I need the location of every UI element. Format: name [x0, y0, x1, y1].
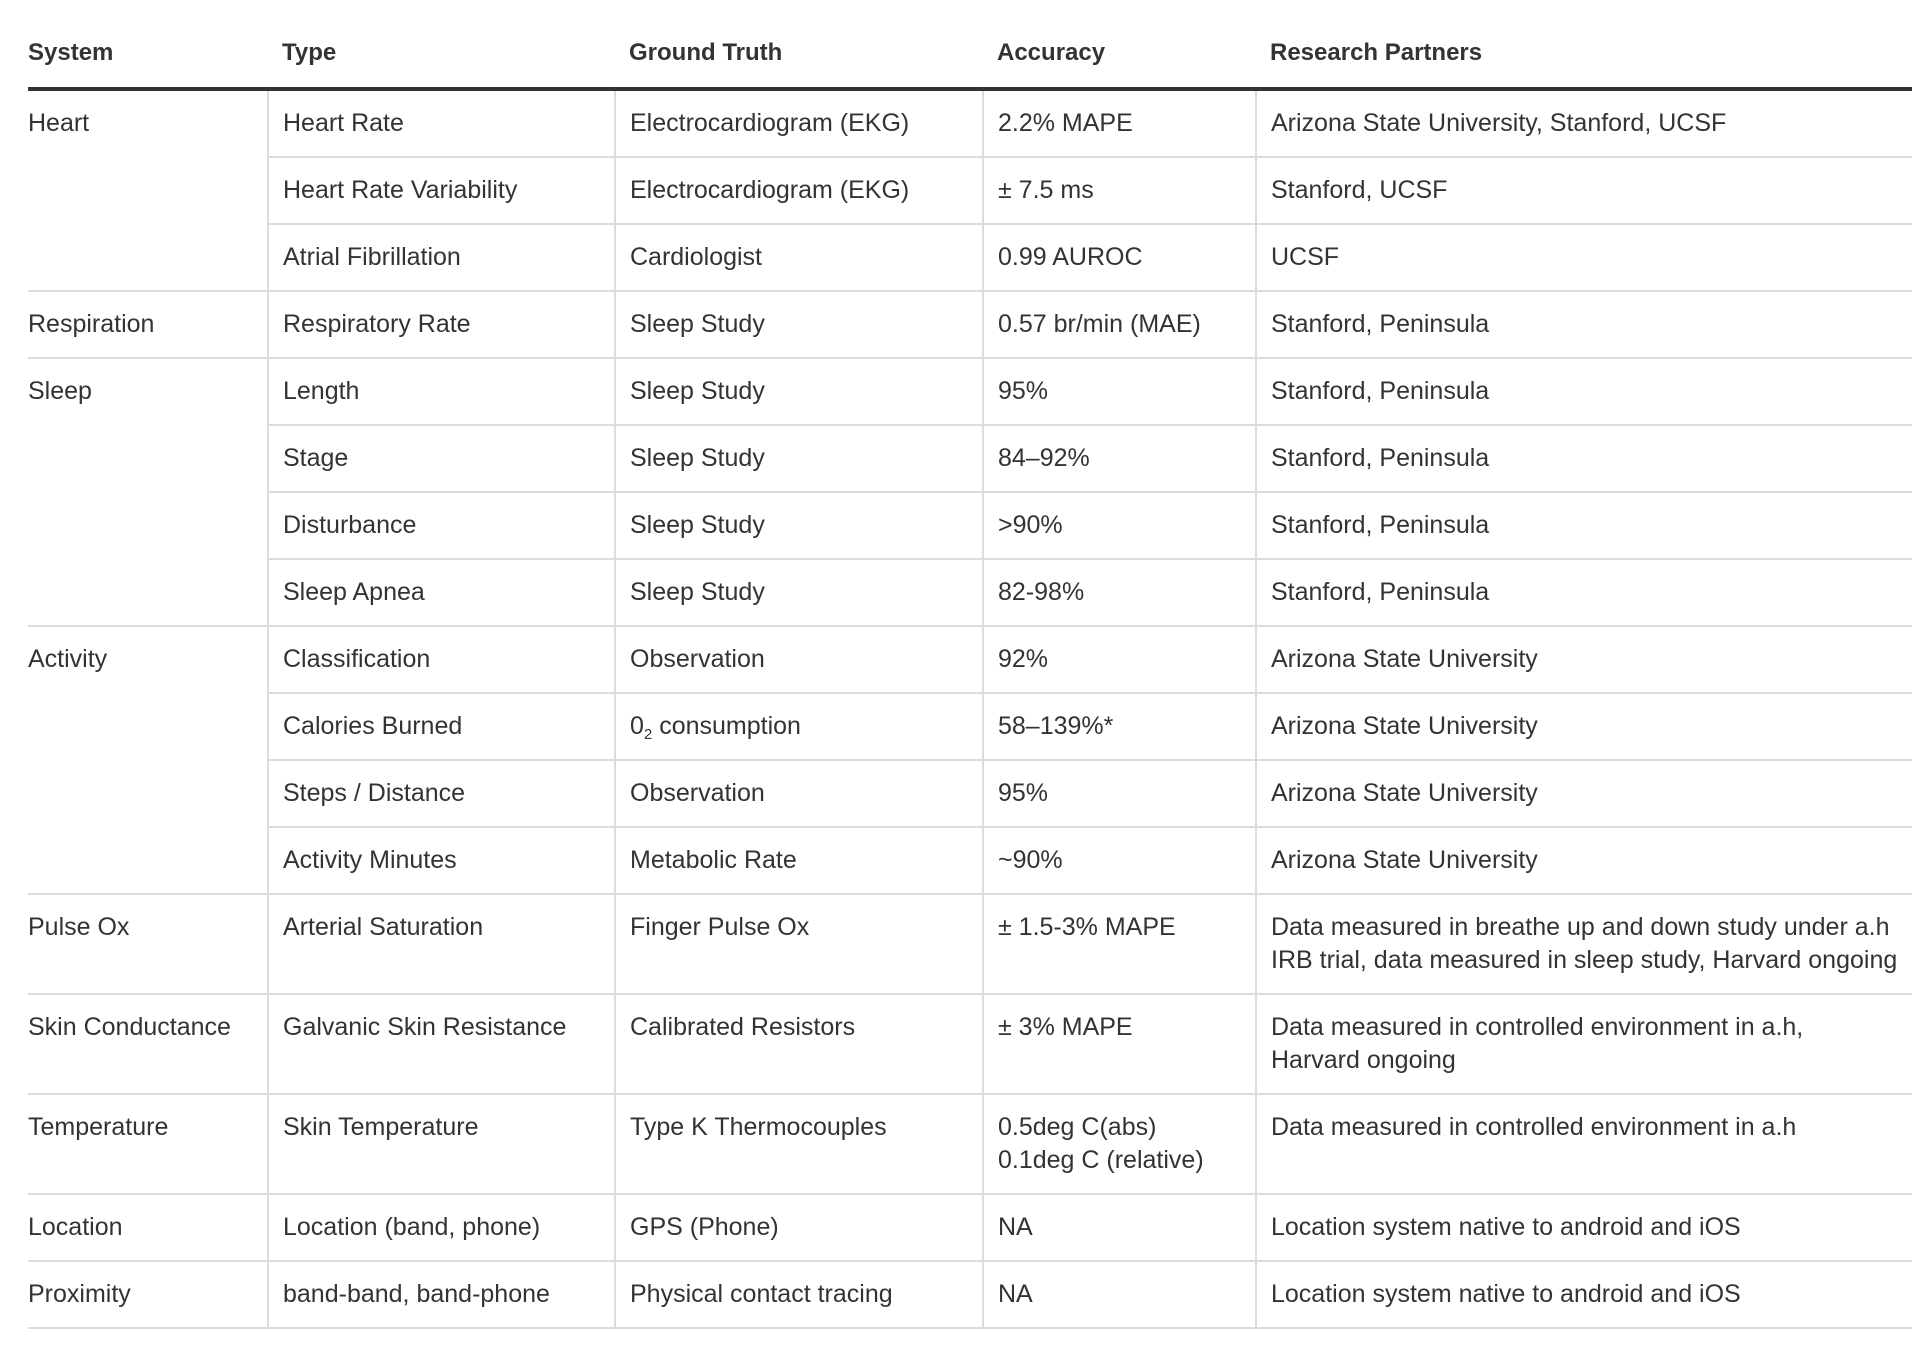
cell-research-partners: Arizona State University — [1256, 693, 1912, 760]
cell-accuracy — [983, 1094, 1256, 1194]
cell-research-partners: UCSF — [1256, 224, 1912, 291]
cell-accuracy: ± 1.5-3% MAPE — [983, 894, 1256, 994]
ground-truth-suffix: consumption — [652, 712, 801, 740]
cell-system: Sleep — [28, 358, 268, 626]
cell-accuracy: ± 7.5 ms — [983, 157, 1256, 224]
cell-system: Temperature — [28, 1094, 268, 1194]
table-row — [28, 1194, 1912, 1261]
cell-ground-truth: Sleep Study — [615, 291, 983, 358]
table-row — [28, 693, 1912, 760]
cell-type: Respiratory Rate — [268, 291, 615, 358]
cell-ground-truth: Sleep Study — [615, 559, 983, 626]
cell-ground-truth: Sleep Study — [615, 492, 983, 559]
table-row — [28, 827, 1912, 894]
cell-accuracy: 95% — [983, 358, 1256, 425]
cell-ground-truth: Sleep Study — [615, 358, 983, 425]
cell-research-partners: Location system native to android and iOS — [1256, 1194, 1912, 1261]
cell-ground-truth: Type K Thermocouples — [615, 1094, 983, 1194]
cell-accuracy: 82-98% — [983, 559, 1256, 626]
cell-type: Disturbance — [268, 492, 615, 559]
cell-research-partners: Data measured in controlled environment in a.h, Harvard ongoing — [1256, 994, 1912, 1094]
cell-system: Location — [28, 1194, 268, 1261]
cell-type: Sleep Apnea — [268, 559, 615, 626]
cell-type: Calories Burned — [268, 693, 615, 760]
cell-system: Pulse Ox — [28, 894, 268, 994]
cell-accuracy: ~90% — [983, 827, 1256, 894]
cell-ground-truth: Physical contact tracing — [615, 1261, 983, 1328]
cell-accuracy: >90% — [983, 492, 1256, 559]
header-row — [28, 22, 1912, 89]
cell-research-partners: Data measured in controlled environment in a.h — [1256, 1094, 1912, 1194]
cell-accuracy: 95% — [983, 760, 1256, 827]
header-system: System — [28, 22, 268, 89]
cell-ground-truth — [615, 693, 983, 760]
cell-ground-truth: Cardiologist — [615, 224, 983, 291]
cell-accuracy: NA — [983, 1261, 1256, 1328]
cell-ground-truth: Electrocardiogram (EKG) — [615, 89, 983, 157]
table-row — [28, 994, 1912, 1094]
header-research-partners: Research Partners — [1256, 22, 1912, 89]
cell-type: Length — [268, 358, 615, 425]
table-row — [28, 224, 1912, 291]
cell-research-partners: Stanford, Peninsula — [1256, 492, 1912, 559]
cell-type: Steps / Distance — [268, 760, 615, 827]
cell-ground-truth: Finger Pulse Ox — [615, 894, 983, 994]
sensor-accuracy-table — [28, 22, 1912, 1329]
cell-research-partners: Arizona State University — [1256, 827, 1912, 894]
table-row — [28, 492, 1912, 559]
cell-system: Respiration — [28, 291, 268, 358]
cell-research-partners: Stanford, Peninsula — [1256, 559, 1912, 626]
cell-system: Proximity — [28, 1261, 268, 1328]
cell-type: Stage — [268, 425, 615, 492]
cell-system: Skin Conductance — [28, 994, 268, 1094]
cell-type: Heart Rate Variability — [268, 157, 615, 224]
cell-ground-truth: Calibrated Resistors — [615, 994, 983, 1094]
header-type: Type — [268, 22, 615, 89]
cell-type: Arterial Saturation — [268, 894, 615, 994]
cell-research-partners: Stanford, Peninsula — [1256, 291, 1912, 358]
cell-research-partners: Arizona State University — [1256, 626, 1912, 693]
cell-type: Classification — [268, 626, 615, 693]
cell-research-partners: Arizona State University — [1256, 760, 1912, 827]
table-row — [28, 559, 1912, 626]
cell-accuracy: 92% — [983, 626, 1256, 693]
cell-research-partners: Data measured in breathe up and down study under a.h IRB trial, data measured in sleep study, Harvard ongoing — [1256, 894, 1912, 994]
cell-accuracy: 58–139%* — [983, 693, 1256, 760]
cell-ground-truth: Metabolic Rate — [615, 827, 983, 894]
header-accuracy: Accuracy — [983, 22, 1256, 89]
cell-ground-truth: Electrocardiogram (EKG) — [615, 157, 983, 224]
table-row — [28, 1261, 1912, 1328]
cell-research-partners: Arizona State University, Stanford, UCSF — [1256, 89, 1912, 157]
cell-ground-truth: Observation — [615, 760, 983, 827]
table-row — [28, 89, 1912, 157]
cell-type: Galvanic Skin Resistance — [268, 994, 615, 1094]
cell-research-partners: Stanford, UCSF — [1256, 157, 1912, 224]
table-body — [28, 89, 1912, 1328]
table-row — [28, 291, 1912, 358]
cell-accuracy: NA — [983, 1194, 1256, 1261]
cell-type: band-band, band-phone — [268, 1261, 615, 1328]
cell-type: Atrial Fibrillation — [268, 224, 615, 291]
table-row — [28, 358, 1912, 425]
table-row — [28, 425, 1912, 492]
table-row — [28, 760, 1912, 827]
cell-research-partners: Stanford, Peninsula — [1256, 425, 1912, 492]
cell-ground-truth: GPS (Phone) — [615, 1194, 983, 1261]
cell-system: Heart — [28, 89, 268, 291]
cell-type: Heart Rate — [268, 89, 615, 157]
cell-accuracy: ± 3% MAPE — [983, 994, 1256, 1094]
table-row — [28, 1094, 1912, 1194]
cell-type: Activity Minutes — [268, 827, 615, 894]
cell-ground-truth: Observation — [615, 626, 983, 693]
table-row — [28, 626, 1912, 693]
cell-type: Location (band, phone) — [268, 1194, 615, 1261]
cell-type: Skin Temperature — [268, 1094, 615, 1194]
cell-accuracy: 0.99 AUROC — [983, 224, 1256, 291]
cell-accuracy: 0.57 br/min (MAE) — [983, 291, 1256, 358]
cell-accuracy: 84–92% — [983, 425, 1256, 492]
table-row — [28, 157, 1912, 224]
cell-system: Activity — [28, 626, 268, 894]
cell-research-partners: Location system native to android and iOS — [1256, 1261, 1912, 1328]
ground-truth-text: 0 — [630, 712, 644, 740]
accuracy-line: 0.5deg C(abs) — [998, 1113, 1157, 1141]
accuracy-line: 0.1deg C (relative) — [998, 1146, 1204, 1174]
header-ground-truth: Ground Truth — [615, 22, 983, 89]
cell-ground-truth: Sleep Study — [615, 425, 983, 492]
cell-accuracy: 2.2% MAPE — [983, 89, 1256, 157]
table-row — [28, 894, 1912, 994]
ground-truth-subscript: 2 — [643, 726, 653, 743]
cell-research-partners: Stanford, Peninsula — [1256, 358, 1912, 425]
